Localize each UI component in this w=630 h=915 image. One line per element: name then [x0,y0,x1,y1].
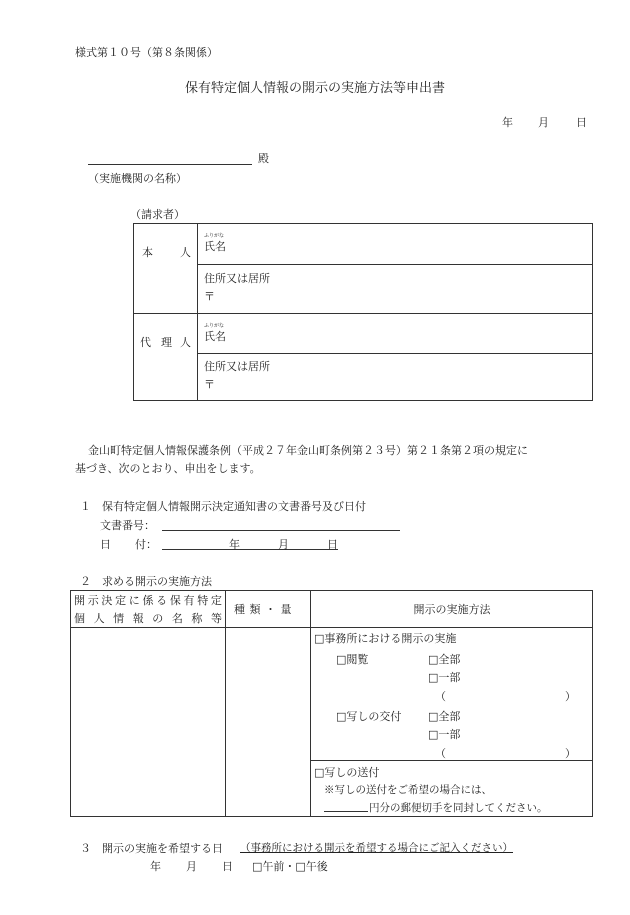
requester-caption: （請求者） [130,208,185,221]
body-line-1: 金山町特定個人情報保護条例（平成２７年金山町条例第２３号）第２１条第２項の規定に [88,444,528,457]
mail-note: ※写しの送付をご希望の場合には、 [324,784,492,796]
am-pm-options[interactable]: □午前・□午後 [252,860,328,873]
self-postal-mark: 〒 [204,290,215,303]
notice-year: 年 [229,538,240,551]
date-day-label: 日 [576,116,587,129]
col3-header: 開示の実施方法 [413,603,491,616]
date-year-label: 年 [502,116,513,129]
date-month-label: 月 [538,116,549,129]
self-address-label[interactable]: 住所又は居所 [204,272,270,285]
preferred-month: 月 [186,860,197,873]
col1-header-line1: 開 示 決 定 に 係 る 保 有 特 定 [74,594,222,607]
view-option[interactable]: □閲覧 [336,653,369,666]
copy-part-option[interactable]: □一部 [428,728,461,741]
doc-number-field[interactable] [162,530,400,531]
preferred-day: 日 [222,860,233,873]
agent-label-1: 代 [140,336,151,349]
preferred-year: 年 [150,860,161,873]
agent-label-2: 理 [161,336,172,349]
col2-header: 種類・量 [234,603,296,616]
view-paren-close: ） [565,690,576,703]
stamp-note: 円分の郵便切手を同封してください。 [369,802,548,814]
requester-table [133,223,593,401]
col1-header-line2: 個 人 情 報 の 名 称 等 [74,612,222,625]
agent-address-label[interactable]: 住所又は居所 [204,360,270,373]
agent-postal-mark: 〒 [204,378,215,391]
doc-number-label: 文書番号： [100,519,155,532]
agent-furigana: ふりがな [204,323,225,329]
copy-all-option[interactable]: □全部 [428,710,461,723]
view-all-option[interactable]: □全部 [428,653,461,666]
copy-deliver-option[interactable]: □写しの交付 [336,710,402,723]
mail-option[interactable]: □写しの送付 [314,766,380,779]
date-label-2: 付： [135,538,157,551]
self-name-label[interactable]: 氏名 [204,240,226,253]
self-label-2: 人 [180,246,191,259]
section1-heading: １ 保有特定個人情報開示決定通知書の文書番号及び日付 [80,500,366,513]
view-part-option[interactable]: □一部 [428,671,461,684]
stamp-amount-field[interactable] [324,811,368,812]
self-furigana: ふりがな [204,233,225,239]
section3-note: （事務所における開示を希望する場合にご記入ください） [240,842,513,854]
page-title: 保有特定個人情報の開示の実施方法等申出書 [184,81,445,96]
addressee-caption: （実施機関の名称） [88,172,187,185]
notice-day: 日 [327,538,338,551]
copy-paren-close: ） [565,747,576,760]
view-paren-open: （ [435,690,446,703]
agent-label-3: 人 [180,336,191,349]
notice-month: 月 [278,538,289,551]
form-number: 様式第１０号（第８条関係） [75,46,218,59]
body-line-2: 基づき、次のとおり、申出をします。 [75,462,261,475]
self-label-1: 本 [142,246,153,259]
office-option[interactable]: □事務所における開示の実施 [314,632,457,645]
agent-name-label[interactable]: 氏名 [204,330,226,343]
section2-heading: ２ 求める開示の実施方法 [80,575,212,588]
notice-date-field[interactable] [162,549,338,550]
copy-paren-open: （ [435,747,446,760]
addressee-line[interactable] [88,164,252,165]
section3-heading: ３ 開示の実施を希望する日 [80,842,223,855]
addressee-honorific: 殿 [258,152,269,165]
date-label-1: 日 [100,538,111,551]
